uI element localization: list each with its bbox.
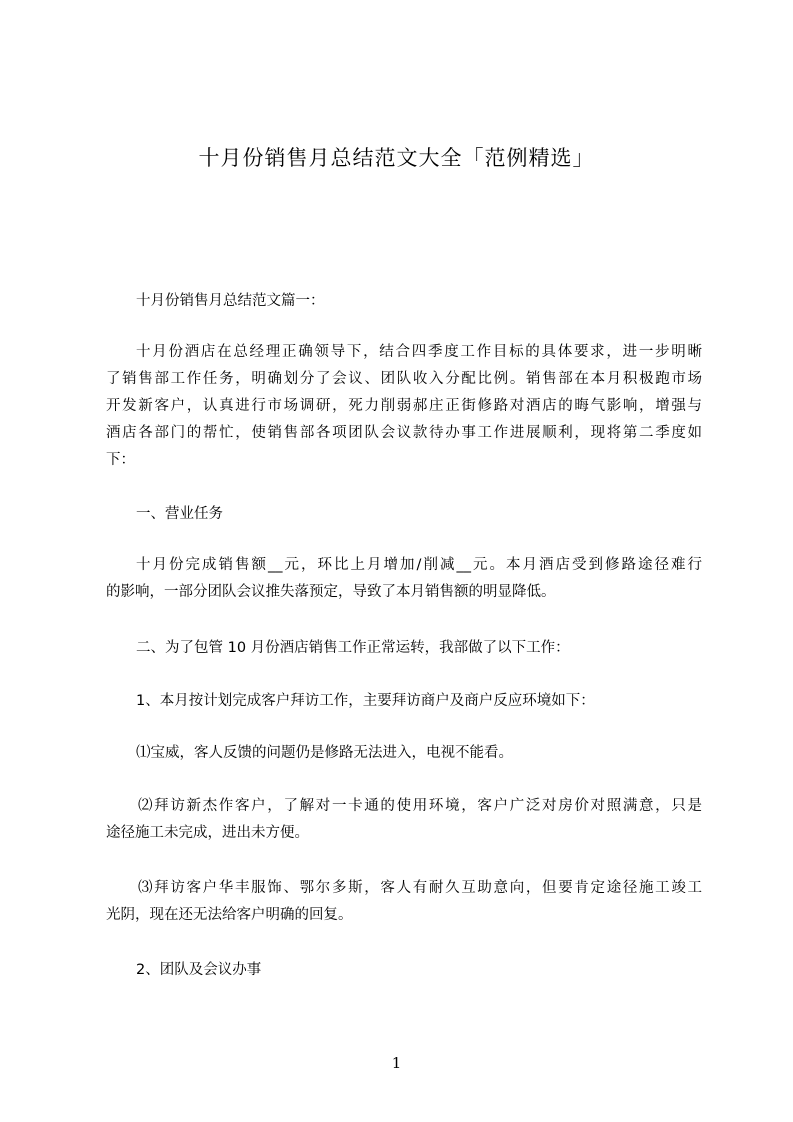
paragraph-line: 十月份完成销售额__元，环比上月增加/削减__元。本月酒店受到修路途径难行: [136, 557, 702, 573]
section1-paragraph: [106, 552, 702, 606]
paragraph-line: 光阴，现在还无法给客户明确的回复。: [106, 907, 353, 923]
document-title: 十月份销售月总结范文大全「范例精选」: [198, 146, 595, 170]
item1-heading: 1、本月按计划完成客户拜访工作，主要拜访商户及商户反应环境如下：: [136, 693, 595, 709]
item1-1-text: ⑴宝威，客人反馈的问题仍是修路无法进入，电视不能看。: [136, 745, 513, 761]
list-item: [106, 793, 702, 847]
article-subtitle: [136, 288, 696, 315]
section1-heading: 一、营业任务: [136, 506, 223, 522]
subtitle-text: 十月份销售月总结范文篇一：: [136, 293, 325, 309]
item2-heading: 2、团队及会议办事: [136, 962, 262, 978]
paragraph-line: 十月份酒店在总经理正确领导下，结合四季度工作目标的具体要求，进一步明晰: [136, 344, 702, 360]
list-item: [136, 740, 696, 767]
paragraph-line: 酒店各部门的帮忙，使销售部各项团队会议款待办事工作进展顺利，现将第二季度如: [106, 425, 702, 441]
section-heading: [136, 501, 696, 528]
paragraph-line: 的影响，一部分团队会议推失落预定，导致了本月销售额的明显降低。: [106, 584, 556, 600]
intro-paragraph: [106, 339, 702, 474]
page-number: 1: [391, 1054, 402, 1072]
paragraph-line: 下：: [106, 452, 135, 468]
paragraph-line: 开发新客户，认真进行市场调研，死力削弱郝庄正街修路对酒店的晦气影响，增强与: [106, 398, 702, 414]
list-item: [106, 875, 702, 929]
list-item: [136, 957, 696, 984]
list-item: [136, 688, 696, 715]
section-heading: [136, 635, 696, 662]
paragraph-line: ⑶拜访客户华丰服饰、鄂尔多斯，客人有耐久互助意向，但要肯定途径施工竣工: [138, 880, 702, 896]
paragraph-line: 了销售部工作任务，明确划分了会议、团队收入分配比例。销售部在本月积极跑市场: [106, 371, 702, 387]
section2-heading: 二、为了包管 10 月份酒店销售工作正常运转，我部做了以下工作：: [136, 640, 570, 656]
paragraph-line: 途径施工未完成，进出未方便。: [106, 825, 309, 841]
paragraph-line: ⑵拜访新杰作客户，了解对一卡通的使用环境，客户广泛对房价对照满意，只是: [138, 798, 702, 814]
